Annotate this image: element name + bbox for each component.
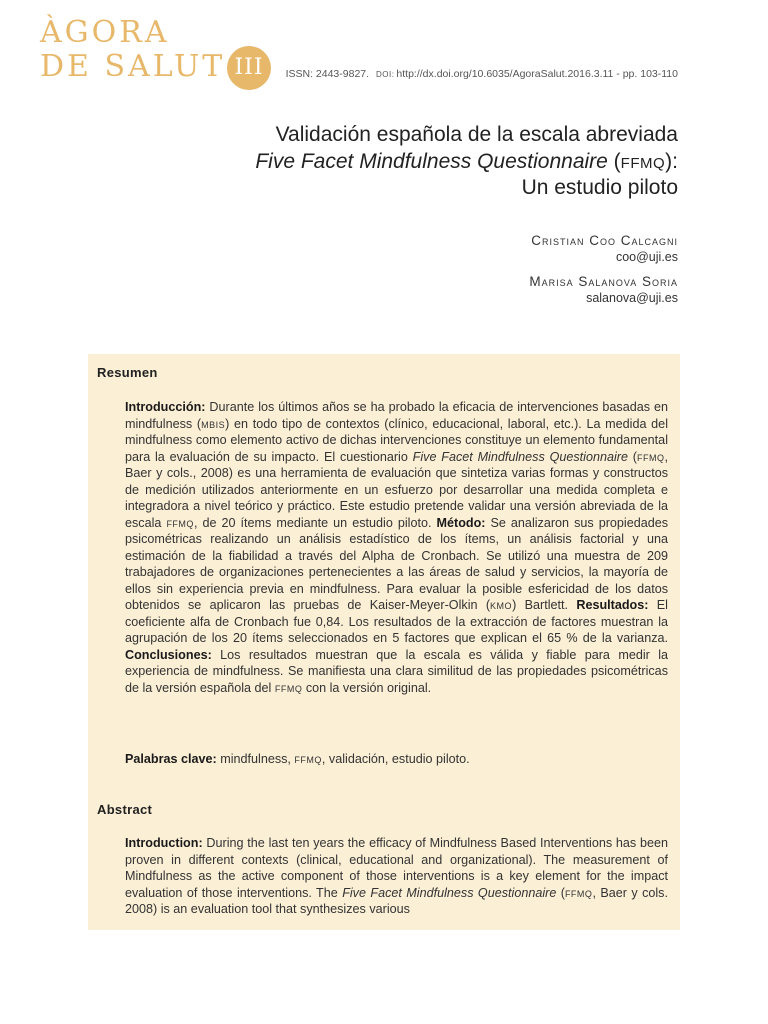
logo-volume-badge: III [227, 46, 271, 90]
resumen-heading: Resumen [97, 365, 158, 380]
title-abbr: ffmq [620, 149, 666, 173]
title-questionnaire-name: Five Facet Mindfulness Questionnaire [255, 149, 608, 173]
issn-text: ISSN: 2443-9827. [285, 68, 370, 80]
author-email[interactable]: salanova@uji.es [586, 291, 678, 305]
abstract-box [88, 354, 680, 930]
author-block [529, 232, 678, 265]
logo-text-de-salut: DE SALUT [40, 49, 226, 84]
keywords: Palabras clave: mindfulness, ffmq, validación, estudio piloto. [125, 752, 470, 766]
abstract-heading: Abstract [97, 802, 153, 817]
author-name: Marisa Salanova Soria [529, 274, 678, 289]
article-title [118, 122, 678, 202]
title-line-1: Validación española de la escala abreviada [275, 123, 678, 146]
title-line-2: Five Facet Mindfulness Questionnaire (ffmq): [255, 149, 678, 173]
author-block [529, 273, 678, 306]
journal-logo [40, 14, 280, 94]
author-email[interactable]: coo@uji.es [615, 250, 678, 264]
doi-label: DOI: [375, 70, 395, 79]
logo-text-agora: ÀGORA [40, 15, 170, 50]
issn-doi-line [286, 68, 678, 80]
author-name: Cristian Coo Calcagni [531, 233, 678, 248]
doi-link[interactable]: http://dx.doi.org/10.6035/AgoraSalut.2016.3.11 - pp. 103-110 [396, 68, 678, 80]
title-line-3: Un estudio piloto [521, 176, 678, 199]
author-list [529, 232, 678, 314]
resumen-paragraph: Introducción: Durante los últimos años se ha probado la eficacia de intervenciones basadas en mindfulness (mbis) en todo tipo de contextos (clínico, educacional, laboral, etc.). La medida del mindfulness como elemento activo de dichas intervenciones constituye un elemento fundamental para la evaluación de su impacto. El cuestionario Five Facet Mindfulness Questionnaire (ffmq, Baer y cols., 2008) es una herramienta de evaluación que sintetiza varias formas y constructos de medición utilizados anteriormente en un esfuerzo por desarrollar una medida completa e integradora a nivel teórico y práctico. Este estudio pretende validar una versión abreviada de la escala ffmq, de 20 ítems mediante un estudio piloto. Método: Se analizaron sus propiedades psicométricas realizando un análisis estadístico de los ítems, un análisis factorial y una estimación de la fiabilidad a través del Alpha de Cronbach. Se utilizó una muestra de 209 trabajadores de organizaciones pertenecientes a las áreas de salud y servicios, la mayoría de ellos sin experiencia previa en mindfulness. Para evaluar la posible esfericidad de los datos obtenidos se aplicaron las pruebas de Kaiser-Meyer-Olkin (kmo) Bartlett. Resultados: El coeficiente alfa de Cronbach fue 0,84. Los resultados de la extracción de factores muestran la agrupación de los 20 ítems seleccionados en 5 factores que explican el 65 % de la varianza. Conclusiones: Los resultados muestran que la escala es válida y fiable para medir la experiencia de mindfulness. Se manifiesta una clara similitud de las propiedades psicométricas de la versión española del ffmq con la versión original. [125, 400, 669, 695]
abstract-paragraph: Introduction: During the last ten years the efficacy of Mindfulness Based Interventions has been proven in different contexts (clinical, educational and organizational). The measurement of Mindfulness as the active component of those interventions is a key element for the impact evaluation of those interventions. The Five Facet Mindfulness Questionnaire (ffmq, Baer y cols. 2008) is an evaluation tool that synthesizes various [125, 836, 668, 916]
